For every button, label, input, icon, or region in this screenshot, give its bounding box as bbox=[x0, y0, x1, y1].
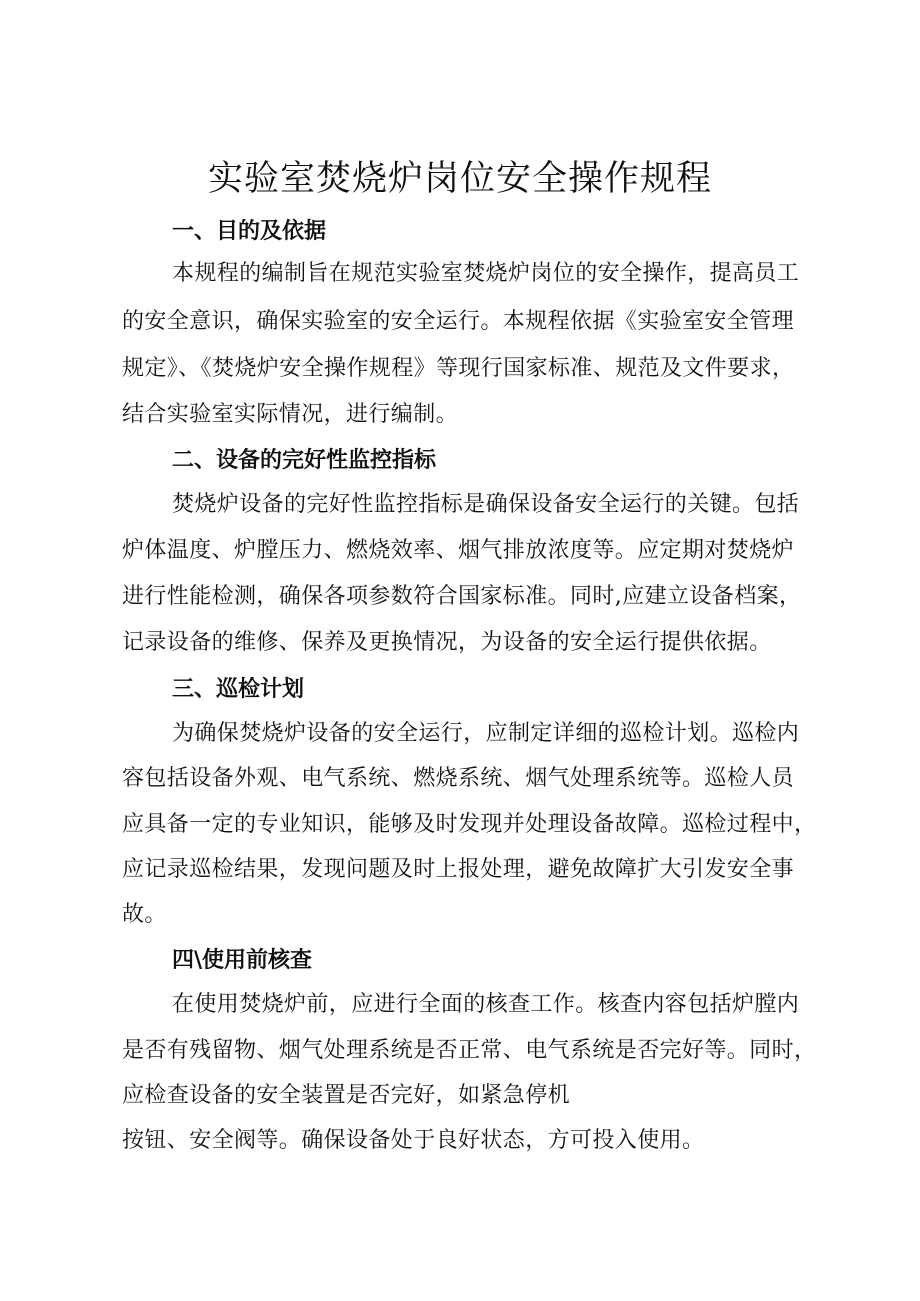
paragraph-line: 焚烧炉设备的完好性监控指标是确保设备安全运行的关键。包括 bbox=[172, 492, 800, 517]
section-heading-inspection: 三、巡检计划 bbox=[172, 676, 305, 702]
paragraph-line: 为确保焚烧炉设备的安全运行，应制定详细的巡检计划。巡检内 bbox=[172, 721, 800, 746]
paragraph-line: 在使用焚烧炉前，应进行全面的核查工作。核查内容包括炉膛内 bbox=[172, 992, 800, 1017]
paragraph-line: 记录设备的维修、保养及更换情况，为设备的安全运行提供依据。 bbox=[122, 630, 772, 655]
paragraph-line: 进行性能检测，确保各项参数符合国家标准。同时,应建立设备档案， bbox=[122, 584, 802, 609]
page-title: 实验室焚烧炉岗位安全操作规程 bbox=[207, 159, 712, 199]
paragraph-line: 的安全意识，确保实验室的安全运行。本规程依据《实验室安全管理 bbox=[122, 309, 795, 334]
paragraph-line: 本规程的编制旨在规范实验室焚烧炉岗位的安全操作，提高员工 bbox=[172, 261, 800, 286]
section-heading-monitoring: 二、设备的完好性监控指标 bbox=[172, 447, 437, 473]
paragraph-line: 按钮、安全阀等。确保设备处于良好状态，方可投入使用。 bbox=[122, 1128, 705, 1153]
paragraph-line: 应记录巡检结果，发现问题及时上报处理，避免故障扩大引发安全事 bbox=[122, 857, 795, 882]
paragraph-line: 是否有残留物、烟气处理系统是否正常、电气系统是否完好等。同时， bbox=[122, 1038, 817, 1063]
paragraph-line: 故。 bbox=[122, 902, 167, 927]
paragraph-line: 容包括设备外观、电气系统、燃烧系统、烟气处理系统等。巡检人员 bbox=[122, 766, 795, 791]
paragraph-line: 应具备一定的专业知识，能够及时发现并处理设备故障。巡检过程中， bbox=[122, 812, 817, 837]
paragraph-line: 炉体温度、炉膛压力、燃烧效率、烟气排放浓度等。应定期对焚烧炉 bbox=[122, 538, 795, 563]
section-heading-purpose: 一、目的及依据 bbox=[172, 218, 327, 244]
paragraph-line: 规定》、《焚烧炉安全操作规程》等现行国家标准、规范及文件要求， bbox=[122, 356, 795, 381]
paragraph-line: 应检查设备的安全装置是否完好，如紧急停机 bbox=[122, 1083, 571, 1108]
paragraph-line: 结合实验室实际情况，进行编制。 bbox=[122, 402, 459, 427]
section-heading-pre-use-check: 四\使用前核查 bbox=[172, 947, 313, 973]
